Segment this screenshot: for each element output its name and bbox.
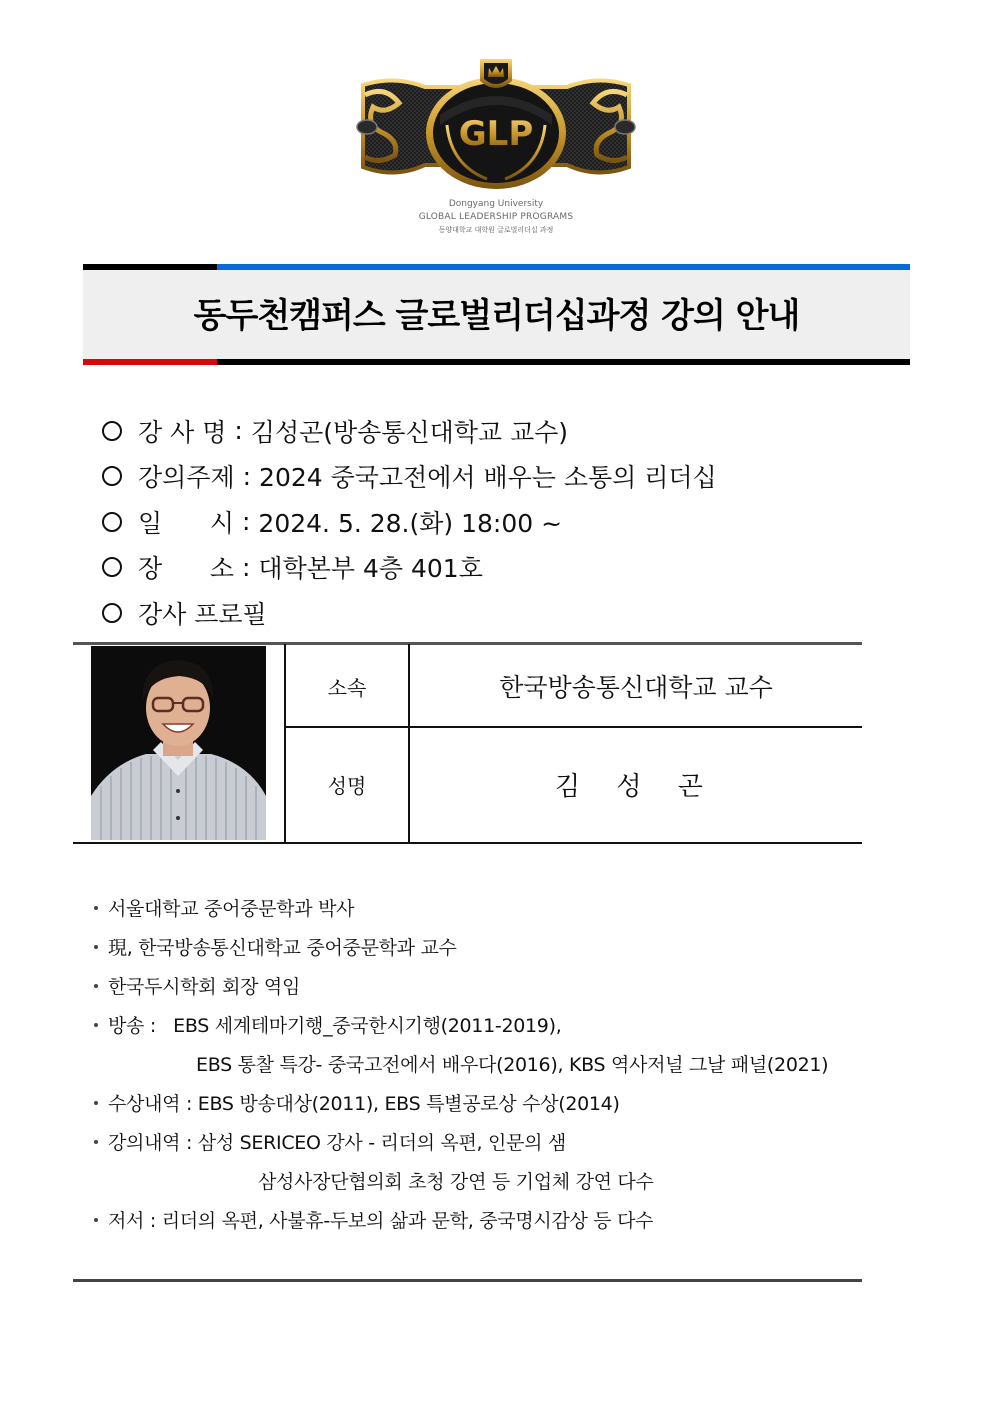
circle-bullet-icon	[102, 466, 122, 486]
list-item-continuation	[88, 1161, 868, 1200]
logo-program-name: GLOBAL LEADERSHIP PROGRAMS	[418, 212, 574, 222]
info-separator: :	[241, 507, 251, 537]
list-item-text: 저서 : 리더의 옥편, 사불휴-두보의 삶과 문학, 중국명시감상 등 다수	[108, 1210, 654, 1232]
list-item-continuation	[88, 1044, 868, 1083]
logo-university-name: Dongyang University	[448, 199, 544, 209]
dot-bullet-icon	[94, 906, 98, 910]
info-separator: :	[242, 461, 252, 491]
instructor-photo	[91, 646, 266, 840]
list-item	[88, 1005, 868, 1044]
glp-logo	[355, 55, 637, 235]
banner-bottom-left-bar	[83, 359, 217, 365]
circle-bullet-icon	[102, 512, 122, 532]
info-value: 2024 중국고전에서 배우는 소통의 리더십	[259, 463, 717, 493]
info-separator: :	[241, 552, 251, 582]
list-item	[88, 888, 868, 927]
circle-bullet-icon	[102, 421, 122, 441]
banner-top-left-bar	[83, 264, 217, 270]
list-item-text: 한국두시학회 회장 역임	[108, 976, 301, 998]
dot-bullet-icon	[94, 984, 98, 988]
dot-bullet-icon	[94, 1023, 98, 1027]
name-label: 성명	[327, 774, 367, 798]
list-item	[88, 927, 868, 966]
banner-bottom-right-bar	[217, 359, 910, 365]
profile-table	[73, 642, 862, 844]
circle-bullet-icon	[102, 557, 122, 577]
info-value: 2024. 5. 28.(화) 18:00 ~	[258, 508, 563, 538]
info-label: 일 시	[138, 508, 234, 538]
title-banner	[83, 264, 910, 365]
info-label: 강 사 명	[138, 417, 227, 447]
list-item	[88, 966, 868, 1005]
logo-korean-name: 동양대학교 대학원 글로벌리더십 과정	[438, 226, 554, 234]
info-profile-heading	[100, 590, 717, 636]
info-label: 강의주제	[138, 463, 235, 493]
list-item	[88, 1122, 868, 1161]
list-item-text: 現, 한국방송통신대학교 중어중문학과 교수	[108, 937, 457, 959]
table-divider-horizontal	[284, 726, 862, 728]
info-instructor	[100, 408, 717, 454]
table-top-border	[73, 642, 862, 645]
info-value: 대학본부 4층 401호	[258, 554, 483, 584]
info-label: 강사 프로필	[138, 599, 267, 629]
banner-top-right-bar	[217, 264, 910, 270]
info-label: 장 소	[138, 554, 234, 584]
career-list	[88, 888, 868, 1239]
person-photo-icon	[91, 646, 266, 840]
info-topic	[100, 454, 717, 500]
list-item-text: EBS 통찰 특강- 중국고전에서 배우다(2016), KBS 역사저널 그날 패널(2021)	[196, 1054, 829, 1076]
list-item	[88, 1083, 868, 1122]
list-item-text: 강의내역 : 삼성 SERICEO 강사 - 리더의 옥편, 인문의 샘	[108, 1132, 566, 1154]
list-item-text: 삼성사장단협의회 초청 강연 등 기업체 강연 다수	[258, 1171, 654, 1193]
bottom-divider	[73, 1279, 862, 1282]
info-value: 김성곤(방송통신대학교 교수)	[250, 417, 569, 447]
page-title: 동두천캠퍼스 글로벌리더십과정 강의 안내	[193, 296, 800, 336]
svg-text:GLP: GLP	[458, 114, 534, 154]
glp-emblem-icon	[355, 55, 637, 195]
table-bottom-border	[73, 842, 862, 844]
name-value: 김 성 곤	[555, 772, 717, 802]
dot-bullet-icon	[94, 1218, 98, 1222]
dot-bullet-icon	[94, 1101, 98, 1105]
dot-bullet-icon	[94, 1140, 98, 1144]
info-location	[100, 545, 717, 591]
affiliation-value: 한국방송통신대학교 교수	[499, 673, 773, 702]
list-item-text: 방송 : EBS 세계테마기행_중국한시기행(2011-2019),	[108, 1015, 562, 1037]
dot-bullet-icon	[94, 945, 98, 949]
circle-bullet-icon	[102, 603, 122, 623]
list-item	[88, 1200, 868, 1239]
list-item-text: 서울대학교 중어중문학과 박사	[108, 898, 355, 920]
info-datetime	[100, 499, 717, 545]
info-separator: :	[234, 416, 243, 446]
affiliation-label: 소속	[327, 676, 367, 700]
list-item-text: 수상내역 : EBS 방송대상(2011), EBS 특별공로상 수상(2014)	[108, 1093, 620, 1115]
lecture-info	[100, 408, 717, 636]
